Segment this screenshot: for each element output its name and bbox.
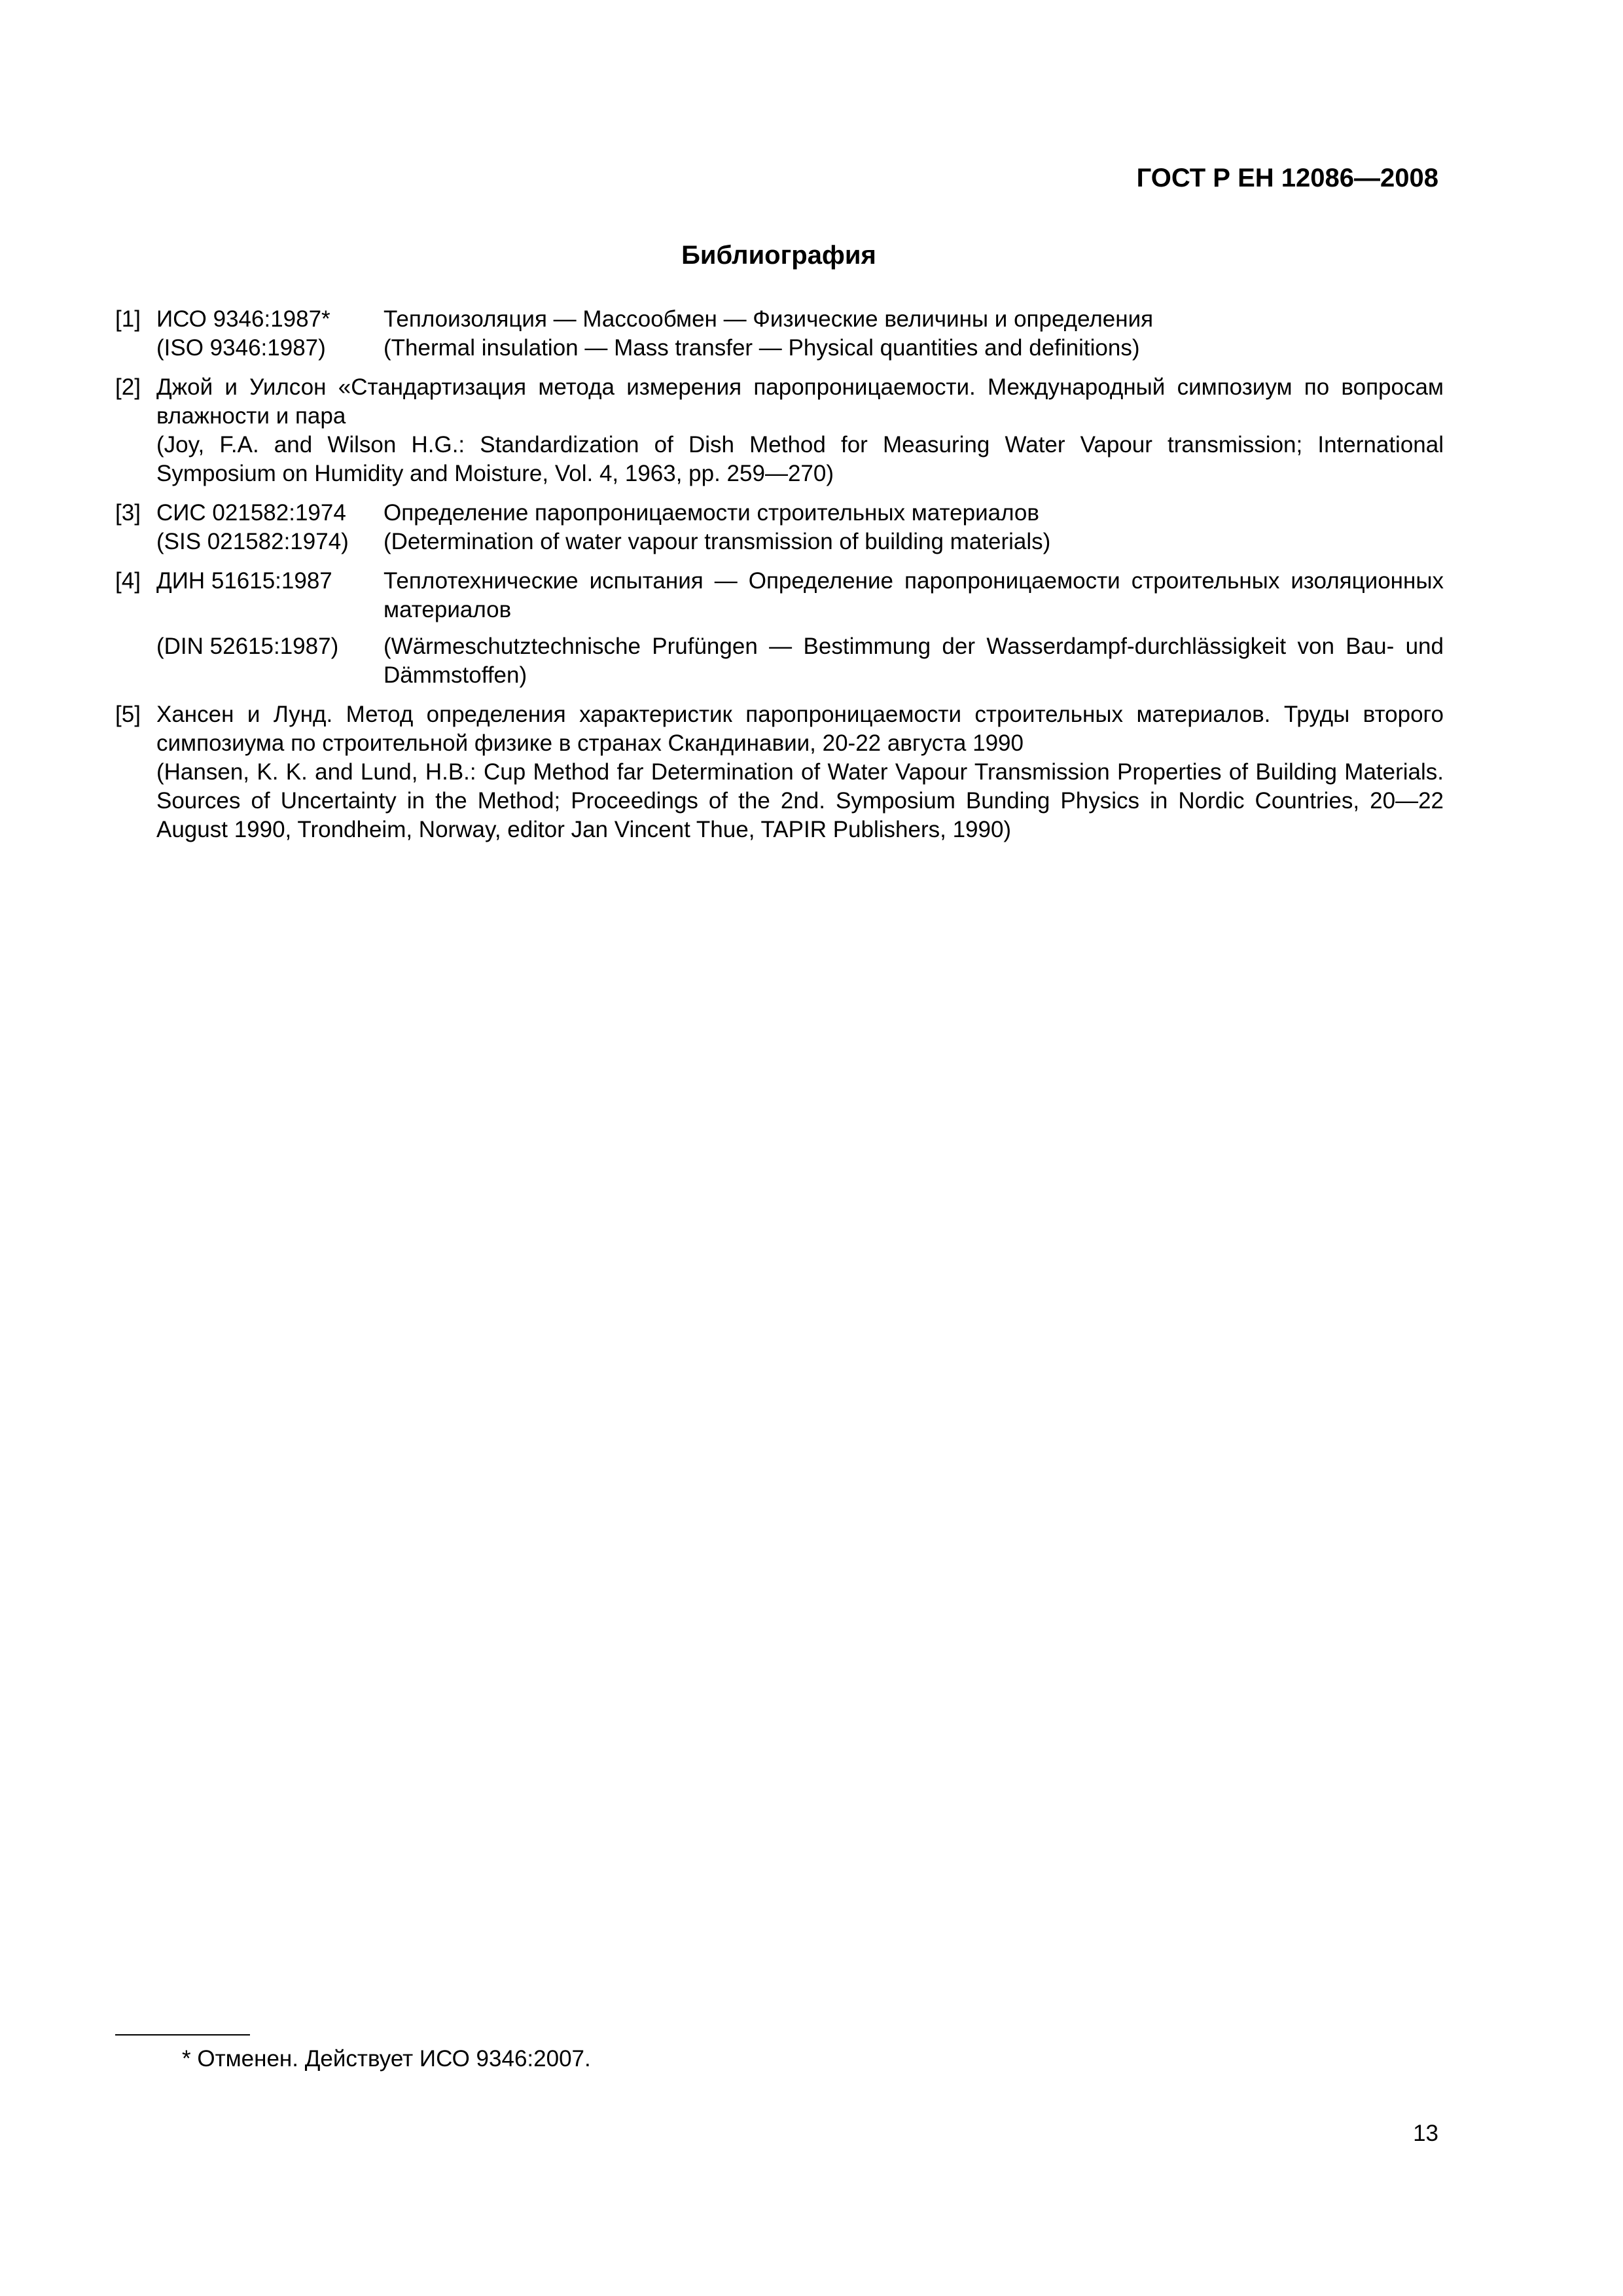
bibliography-entry-3 (115, 499, 1444, 556)
entry-text: Хансен и Лунд. Метод определения характеристик паропроницаемости строительных материалов. Труды второго симпозиума по строительной физике в странах Скандинавии, 20-22 августа 1990 (156, 702, 1444, 756)
entry-number: [4] (115, 568, 141, 594)
entry-number: [1] (115, 306, 141, 332)
entry-code: СИС 021582:1974 (156, 500, 346, 526)
page-number: 13 (1413, 2121, 1438, 2146)
entry-description: Теплоизоляция — Массообмен — Физические величины и определения (383, 306, 1154, 332)
entry-description-original: (Wärmeschutztechnische Prufüngen — Bestimmung der Wasserdampf-durchlässigkeit von Bau- und Dämmstoffen) (383, 634, 1444, 688)
section-title: Библиография (681, 241, 876, 270)
bibliography-list (115, 305, 1444, 855)
bibliography-entry-5 (115, 700, 1444, 844)
document-standard-code: ГОСТ Р ЕН 12086—2008 (1136, 164, 1438, 192)
bibliography-entry-4 (115, 567, 1444, 690)
entry-number: [5] (115, 702, 141, 727)
entry-description: Теплотехнические испытания — Определение паропроницаемости строительных изоляционных материалов (383, 568, 1444, 622)
entry-code: ДИН 51615:1987 (156, 568, 332, 594)
entry-number: [3] (115, 500, 141, 526)
entry-description: Определение паропроницаемости строительных материалов (383, 500, 1039, 526)
entry-code-original: (SIS 021582:1974) (156, 529, 349, 554)
footnote: * Отменен. Действует ИСО 9346:2007. (182, 2046, 591, 2072)
entry-code-original: (DIN 52615:1987) (156, 634, 339, 659)
entry-code-original: (ISO 9346:1987) (156, 335, 326, 361)
footnote-divider (115, 2034, 250, 2036)
entry-text-original: (Joy, F.A. and Wilson H.G.: Standardization of Dish Method for Measuring Water Vapour transmission; International Symposium on Humidity and Moisture, Vol. 4, 1963, pp. 259—270) (156, 432, 1444, 486)
entry-text: Джой и Уилсон «Стандартизация метода измерения паропроницаемости. Международный симпозиум по вопросам влажности и пара (156, 374, 1444, 429)
entry-description-original: (Thermal insulation — Mass transfer — Physical quantities and definitions) (383, 335, 1140, 361)
bibliography-entry-1 (115, 305, 1444, 363)
entry-number: [2] (115, 374, 141, 400)
entry-text-original: (Hansen, K. K. and Lund, H.B.: Cup Method far Determination of Water Vapour Transmission Properties of Building Materials. Sources of Uncertainty in the Method; Proceedings of the 2nd. Symposium Bunding Physics in Nordic Countries, 20—22 August 1990, Trondheim, Norway, editor Jan Vincent Thue, TAPIR Publishers, 1990) (156, 759, 1444, 842)
entry-code: ИСО 9346:1987* (156, 306, 330, 332)
entry-description-original: (Determination of water vapour transmission of building materials) (383, 529, 1051, 554)
bibliography-entry-2 (115, 373, 1444, 488)
